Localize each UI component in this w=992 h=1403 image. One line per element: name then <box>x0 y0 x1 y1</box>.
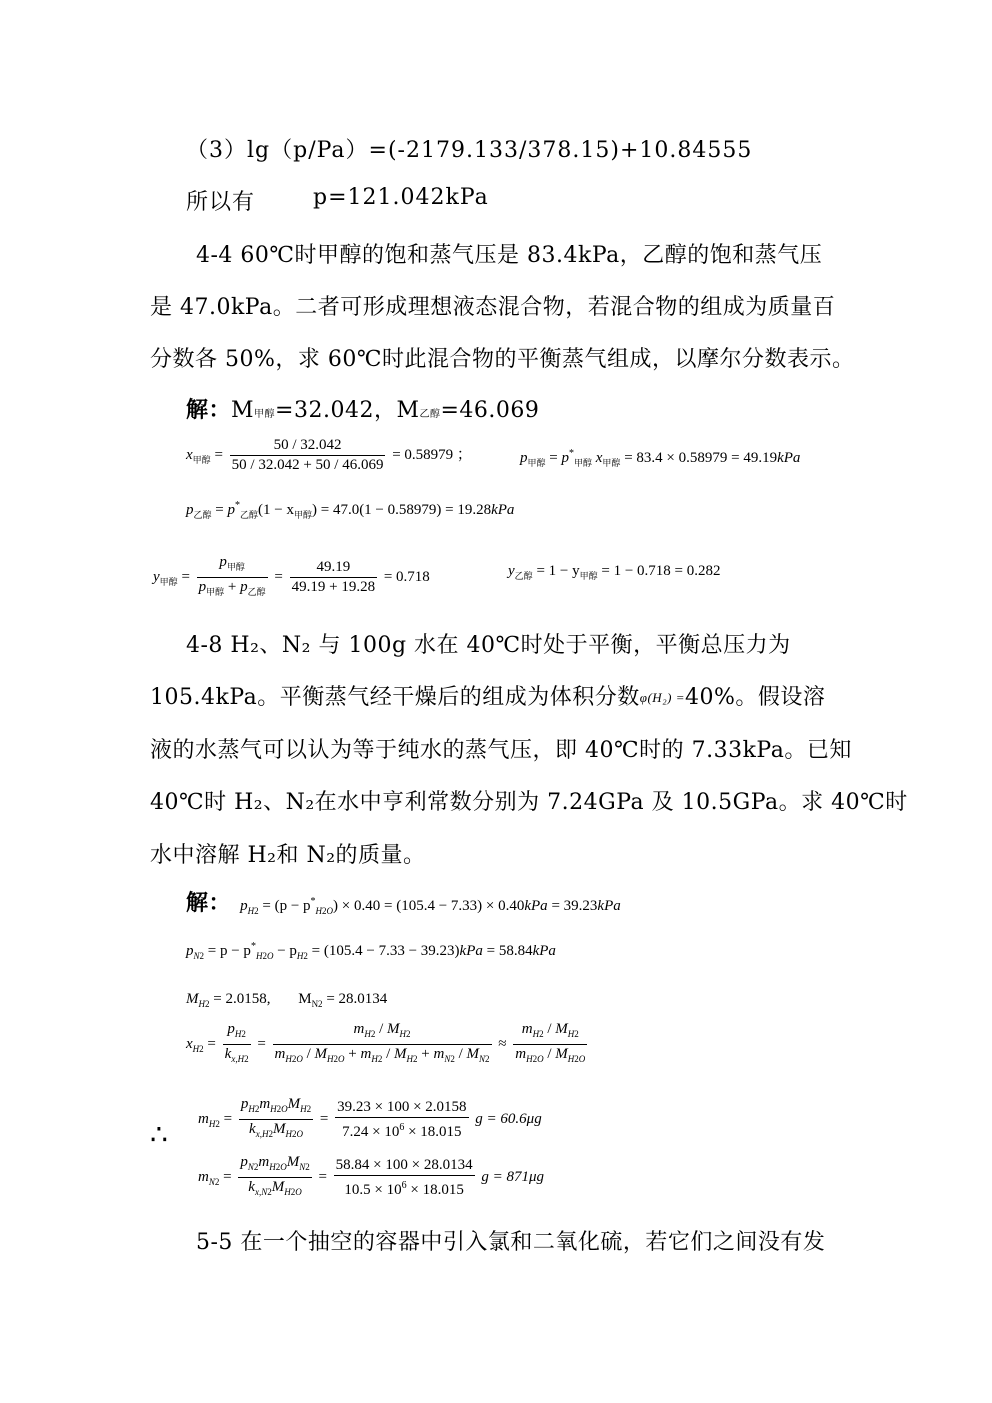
fraction: $\frac{p_{H2}m_{H2O}M_{H2}}{k_{x,H2}M_{H2O}}$ <box>240 1096 312 1139</box>
solution-label: 解： <box>186 397 232 423</box>
eq-m-h2: $m_{H2}$ = $\frac{p_{H2}m_{H2O}M_{H2}}{k_{x,H2}M_{H2O}}$ = $\frac{39.23 \times 100 \times 2.0158}{7.24 \times 10^6 \times 18.015}$ g = 60.6μg <box>198 1095 542 1144</box>
eq-p-ethanol: $p_{乙醇} = p^*_{乙醇}(1 - x_{甲醇}) = 47.0(1 - 0.58979) = 19.28kPa$ <box>186 500 515 520</box>
eq-x-h2: $x_{H2}$ = $\frac{p_{H2}}{k_{x,H2}}$ = $\frac{m_{H2} / M_{H2}}{m_{H2O} / M_{H2O} + m_{H2} / M_{H2} + m_{N2} / M_{N2}}$ ≈ $\frac{m_{H2} / M_{H2}}{m_{H2O} / M_{H2O}}$ <box>186 1020 590 1069</box>
problem-4-4-line2: 是 47.0kPa。二者可形成理想液态混合物，若混合物的组成为质量百 <box>150 295 836 320</box>
fraction: $\frac{58.84 \times 100 \times 28.0134}{10.5 \times 10^6 \times 18.015}$ <box>335 1156 473 1198</box>
fraction: $\frac{p_{H2}}{k_{x,H2}}$ <box>224 1021 249 1064</box>
problem-4-8-line5: 水中溶解 H₂和 N₂的质量。 <box>150 843 426 868</box>
eq-y-methanol: $y_{甲醇}$ = $\frac{p_{甲醇}}{p_{甲醇} + p_{乙醇}}$ = $\frac{49.19}{49.19 + 19.28}$ = 0.718 <box>153 553 430 602</box>
problem-5-5-line1: 5-5 在一个抽空的容器中引入氯和二氧化硫，若它们之间没有发 <box>196 1230 826 1255</box>
solution-label: 解： <box>186 890 232 916</box>
fraction: $\frac{50 / 32.042}{50 / 32.042 + 50 / 46.069}$ <box>231 437 384 473</box>
fraction: $\frac{m_{H2} / M_{H2}}{m_{H2O} / M_{H2O}}$ <box>515 1021 586 1064</box>
problem-4-8-line2: 105.4kPa。平衡蒸气经干燥后的组成为体积分数φ(H₂) =40%。假设溶 <box>150 685 826 710</box>
solution-4-8-row1: 解： $p_{H2} = (p - p^*_{H2O}) \times 0.40 = (105.4 - 7.33) \times 0.40kPa = 39.23kPa$ <box>186 890 621 916</box>
eq-x-methanol: $x_{甲醇}$ = $\frac{50 / 32.042}{50 / 32.042 + 50 / 46.069}$ = 0.58979 ； <box>186 437 472 473</box>
line-result-value: p=121.042kPa <box>313 185 489 210</box>
fraction: $\frac{m_{H2} / M_{H2}}{m_{H2O} / M_{H2O} + m_{H2} / M_{H2} + m_{N2} / M_{N2}}$ <box>274 1021 490 1064</box>
line-lg-equation: （3）lg（p/Pa）=(-2179.133/378.15)+10.84555 <box>186 138 753 163</box>
fraction: $\frac{39.23 \times 100 \times 2.0158}{7.24 \times 10^6 \times 18.015}$ <box>337 1098 467 1140</box>
problem-4-8-line1: 4-8 H₂、N₂ 与 100g 水在 40℃时处于平衡，平衡总压力为 <box>186 633 791 658</box>
fraction: $\frac{p_{N2}m_{H2O}M_{N2}}{k_{x,N2}M_{H2O}}$ <box>240 1154 310 1197</box>
problem-4-8-line4: 40℃时 H₂、N₂在水中亨利常数分别为 7.24GPa 及 10.5GPa。求 40℃时 <box>150 790 908 815</box>
therefore-symbol: ∴ <box>150 1118 168 1151</box>
problem-4-4-line1: 4-4 60℃时甲醇的饱和蒸气压是 83.4kPa，乙醇的饱和蒸气压 <box>196 243 823 268</box>
eq-p-n2: $p_{N2} = p - p^*_{H2O} - p_{H2} = (105.4 - 7.33 - 39.23)kPa = 58.84kPa$ <box>186 941 556 961</box>
solution-4-4-header: 解：M甲醇=32.042，M乙醇=46.069 <box>186 397 540 423</box>
eq-y-ethanol: $y_{乙醇} = 1 - y_{甲醇} = 1 - 0.718 = 0.282$ <box>508 563 721 581</box>
fraction: $\frac{p_{甲醇}}{p_{甲醇} + p_{乙醇}}$ <box>198 554 266 597</box>
eq-m-n2: $m_{N2}$ = $\frac{p_{N2}m_{H2O}M_{N2}}{k_{x,N2}M_{H2O}}$ = $\frac{58.84 \times 100 \times 28.0134}{10.5 \times 10^6 \times 18.015}$ g = 871μg <box>198 1153 544 1202</box>
problem-4-4-line3: 分数各 50%，求 60℃时此混合物的平衡蒸气组成，以摩尔分数表示。 <box>150 347 855 372</box>
eq-molar-masses: $M_{H2} = 2.0158$, $M_{N2} = 28.0134$ <box>186 991 388 1009</box>
problem-4-8-line3: 液的水蒸气可以认为等于纯水的蒸气压，即 40℃时的 7.33kPa。已知 <box>150 738 852 763</box>
line-result-label: 所以有 <box>186 190 256 215</box>
eq-p-methanol: $p_{甲醇} = p^*_{甲醇}$ $x_{甲醇} = 83.4 \times 0.58979 = 49.19kPa$ <box>520 448 801 468</box>
fraction: $\frac{49.19}{49.19 + 19.28}$ <box>291 559 376 595</box>
